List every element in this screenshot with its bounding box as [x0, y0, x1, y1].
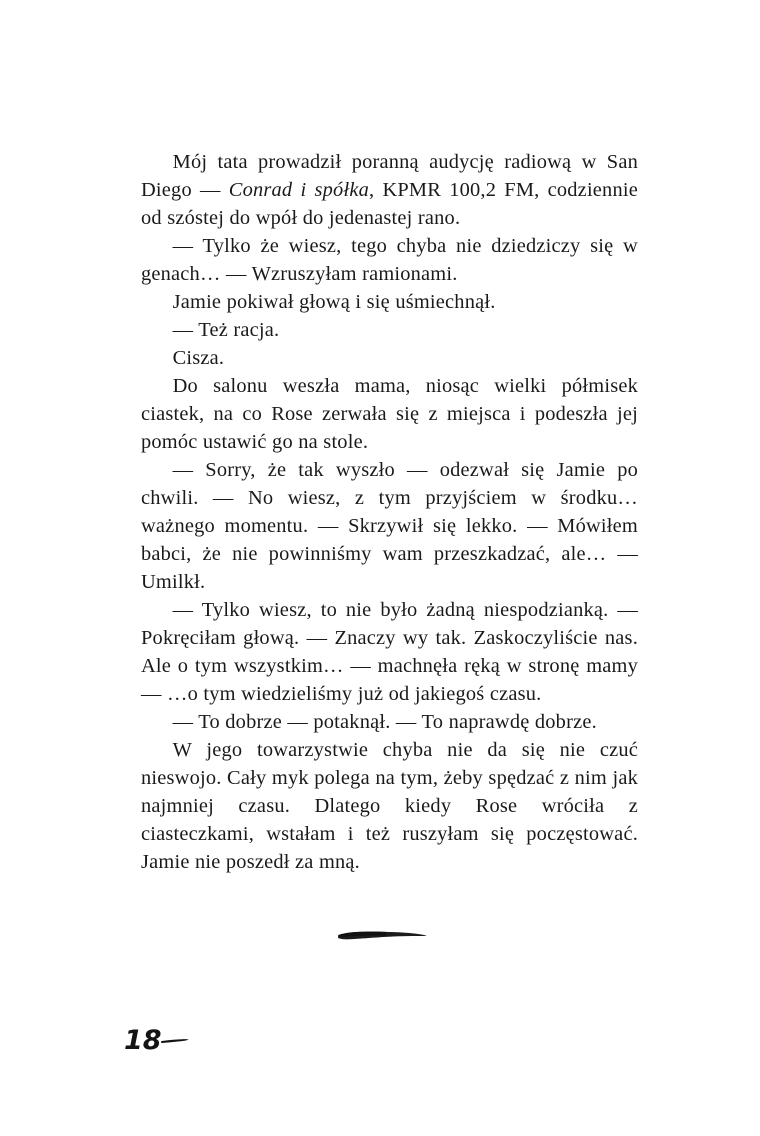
paragraph: W jego towarzystwie chyba nie da się nie czuć nieswojo. Cały myk polega na tym, żeby spędzać z nim jak najmniej czasu. Dlatego kiedy Rose wróciła z ciasteczkami, wstałam i też ruszyłam się poczęstować. Jamie nie poszedł za mną. — [141, 739, 638, 873]
body-text-block — [141, 148, 638, 876]
paragraph: — To dobrze — potaknął. — To naprawdę dobrze. — [172, 711, 597, 733]
paragraph: Cisza. — [172, 347, 225, 369]
paragraph-lead-text: Mój tata prowadził poranną audycję radiową w San Diego — — [141, 151, 638, 201]
page-number: 18 — [124, 1025, 162, 1056]
brush-stroke-divider-icon — [336, 924, 428, 948]
paragraph: — Też racja. — [172, 319, 280, 341]
paragraph: Do salonu weszła mama, niosąc wielki półmisek ciastek, na co Rose zerwała się z miejsca i podeszła jej pomóc ustawić go na stole. — [141, 375, 638, 453]
paragraph: — Tylko wiesz, to nie było żadną niespodzianką. — Pokręciłam głową. — Znaczy wy tak. Zaskoczyliście nas. Ale o tym wszystkim… — machnęła ręką w stronę mamy — …o tym wiedzieliśmy już od jakiegoś czasu. — [141, 599, 638, 705]
paragraph-tail-text: , KPMR 100,2 FM, codziennie od szóstej do wpół do jedenastej rano. — [141, 179, 638, 229]
folio-dash-icon — [161, 1039, 189, 1043]
page-number-folio — [122, 1018, 282, 1060]
paragraph: Jamie pokiwał głową i się uśmiechnął. — [172, 291, 496, 313]
italic-radio-show-title: Conrad i spółka — [228, 179, 369, 201]
paragraph: — Tylko że wiesz, tego chyba nie dziedziczy się w genach… — Wzruszyłam ramionami. — [141, 235, 638, 285]
paragraph — [141, 148, 638, 232]
paragraph: — Sorry, że tak wyszło — odezwał się Jamie po chwili. — No wiesz, z tym przyjściem w środku… ważnego momentu. — Skrzywił się lekko. — Mówiłem babci, że nie powinniśmy wam przeszkadzać, ale… — Umilkł. — [141, 459, 638, 593]
